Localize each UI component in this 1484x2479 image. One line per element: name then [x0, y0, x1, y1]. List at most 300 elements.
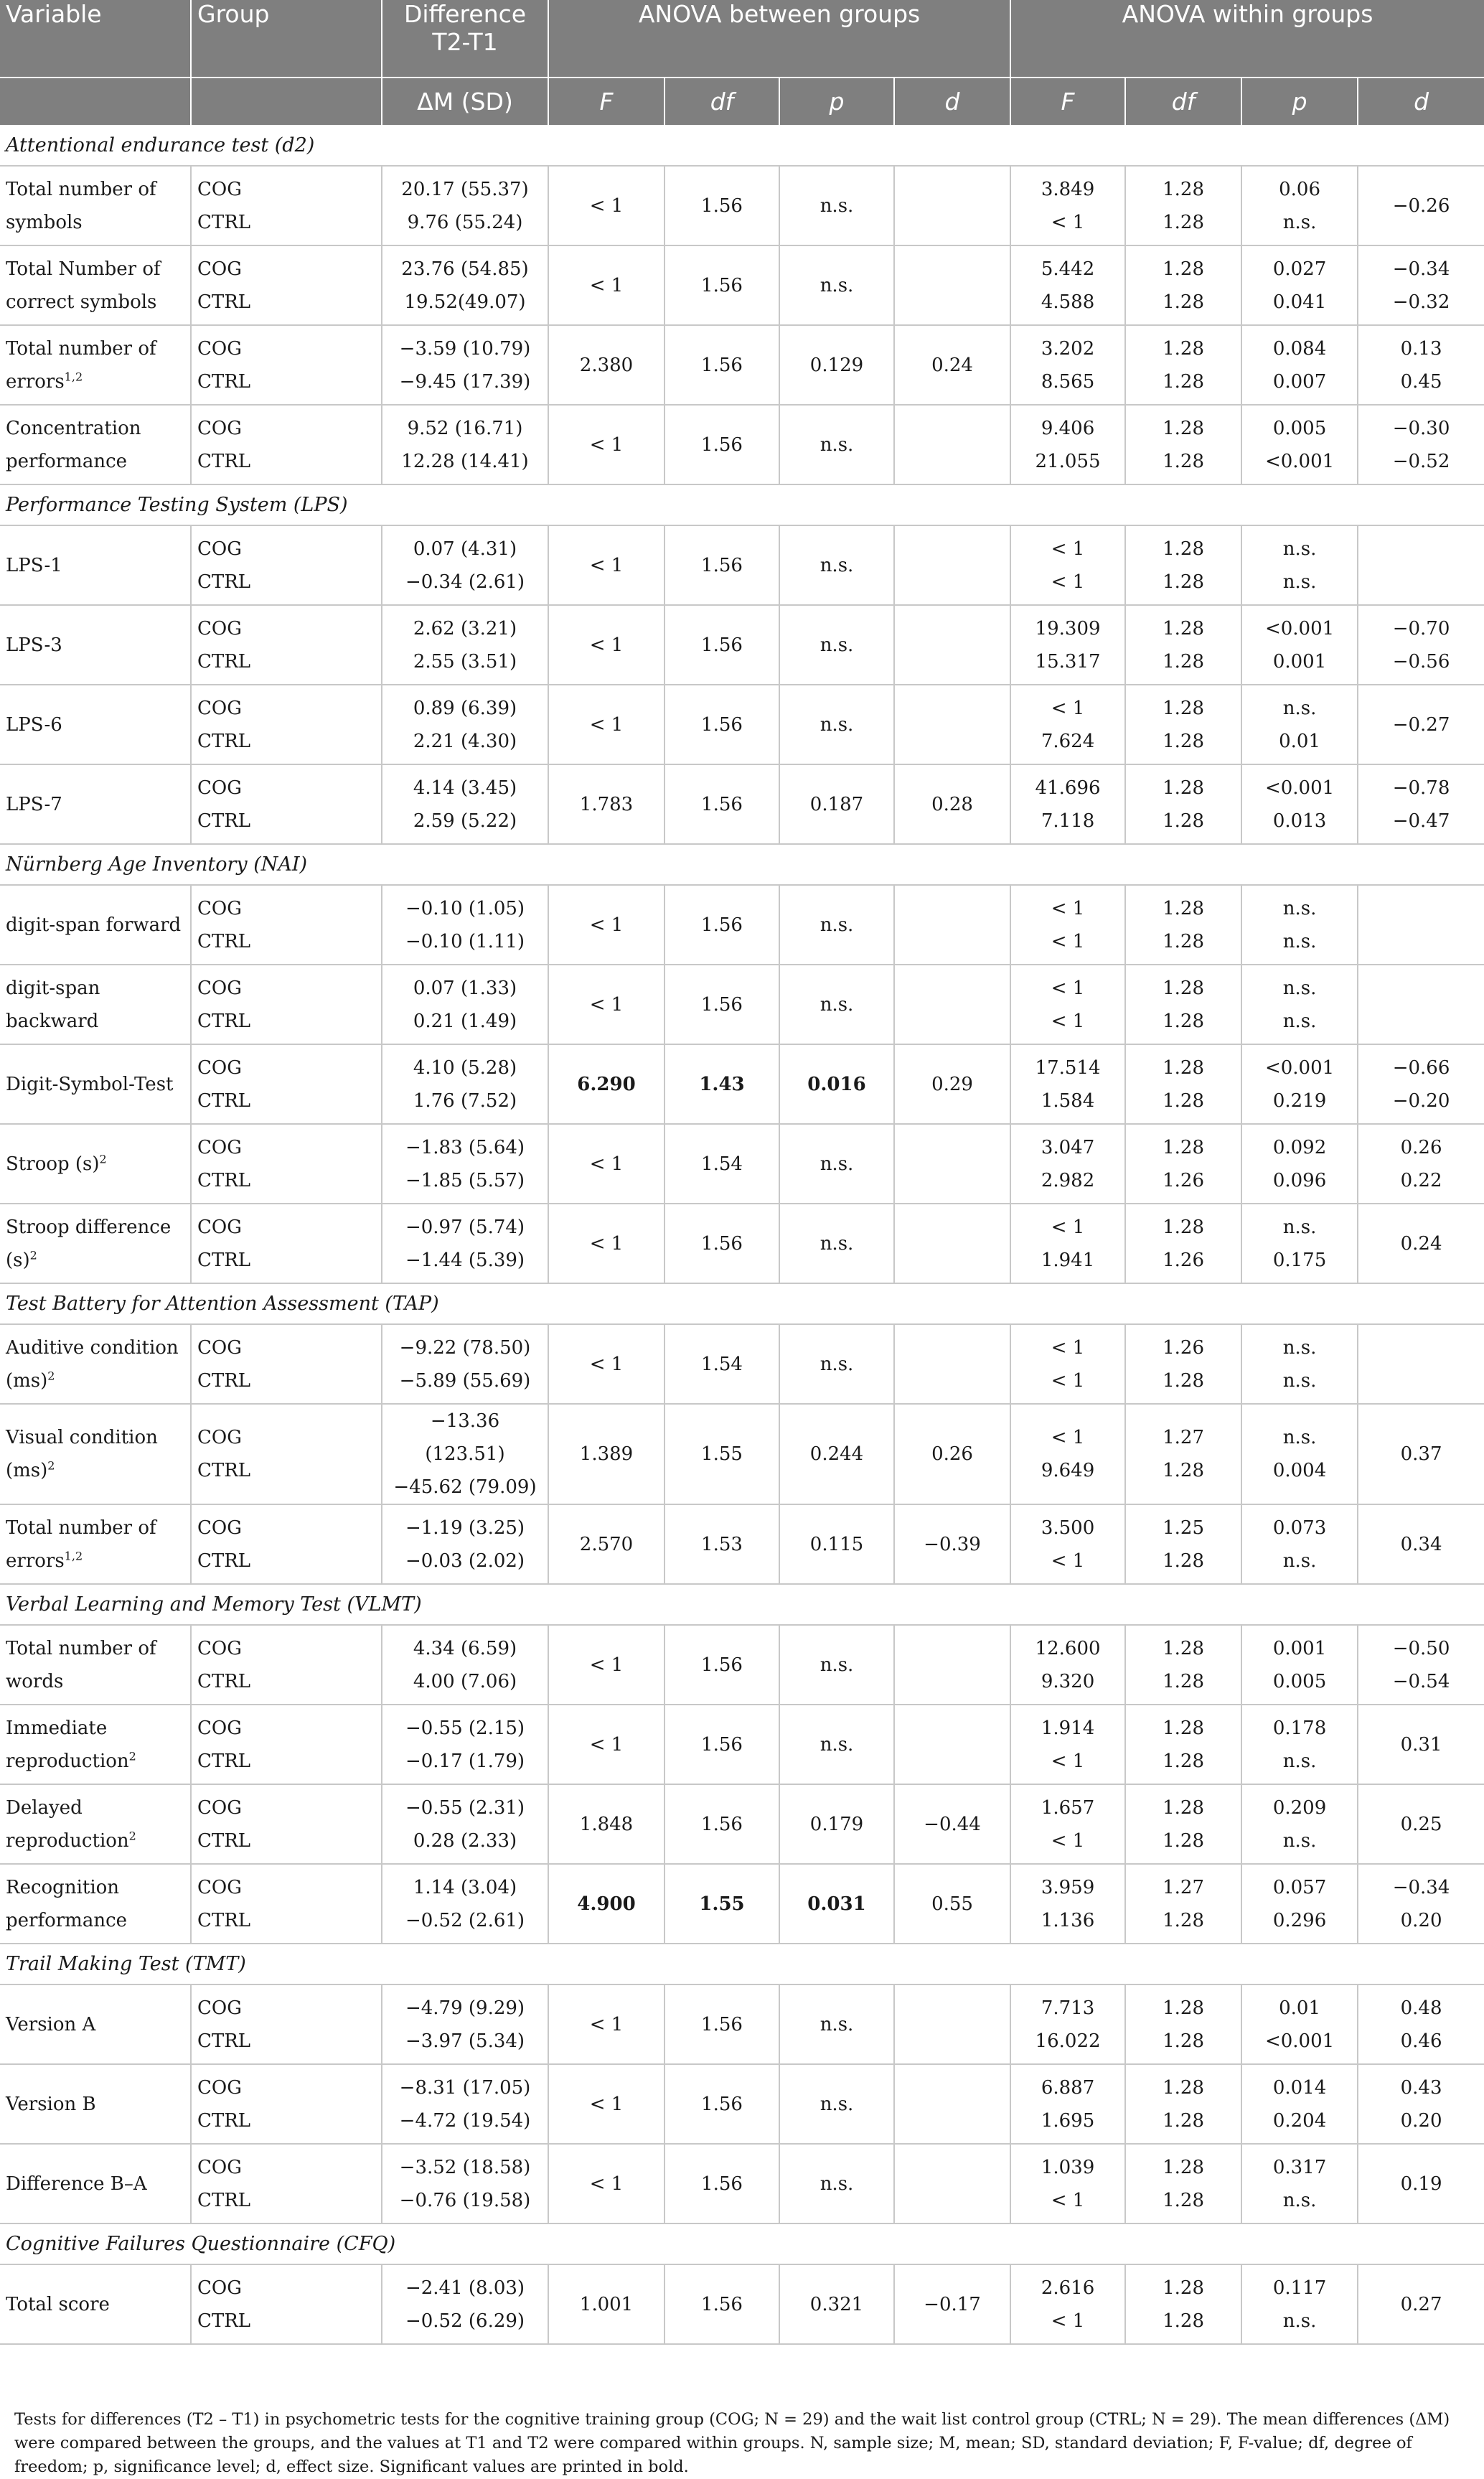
table-row [0, 1124, 1484, 1204]
within-df-cell-cog: 1.28 [1163, 1997, 1204, 2019]
difference-cell-cog: 2.62 (3.21) [413, 617, 517, 639]
variable-cell [0, 965, 191, 1044]
section-row [0, 125, 1484, 166]
within-df-cell-ctrl: 1.26 [1163, 1249, 1204, 1271]
difference-cell [382, 1984, 548, 2064]
within-d-cell [1358, 1625, 1484, 1705]
group-cell [191, 685, 382, 764]
within-df-cell-ctrl: 1.28 [1163, 930, 1204, 952]
group-ctrl: CTRL [197, 571, 251, 593]
between-F-cell: < 1 [548, 2064, 664, 2144]
within-df-cell-cog: 1.25 [1163, 1517, 1204, 1539]
group-ctrl: CTRL [197, 1010, 251, 1032]
within-df-cell-ctrl: 1.28 [1163, 1750, 1204, 1772]
group-ctrl: CTRL [197, 1460, 251, 1481]
difference-cell [382, 605, 548, 685]
table-row [0, 1784, 1484, 1864]
within-df-cell-cog: 1.28 [1163, 777, 1204, 799]
within-df-cell [1125, 1864, 1241, 1944]
within-p-cell-cog: 0.073 [1272, 1517, 1327, 1539]
table-row [0, 1984, 1484, 2064]
between-p-cell: 0.016 [779, 1044, 894, 1124]
within-df-cell-ctrl: 1.28 [1163, 1909, 1204, 1931]
section-title: Trail Making Test (TMT) [0, 1944, 1484, 1984]
group-ctrl: CTRL [197, 2109, 251, 2132]
within-F-cell [1010, 764, 1125, 844]
between-d-cell [894, 525, 1010, 605]
table-row [0, 1324, 1484, 1404]
between-df-cell: 1.56 [664, 1984, 779, 2064]
within-F-cell-ctrl: 15.317 [1035, 650, 1101, 673]
subheader-blank-variable [0, 78, 191, 125]
within-d-cell [1358, 1324, 1484, 1404]
between-df-cell: 1.56 [664, 166, 779, 245]
within-d-cell [1358, 1705, 1484, 1784]
within-F-cell-ctrl: < 1 [1051, 571, 1085, 593]
table-row [0, 1625, 1484, 1705]
group-cog: COG [197, 1216, 242, 1238]
between-df-cell: 1.56 [664, 764, 779, 844]
variable-cell [0, 525, 191, 605]
variable-label: Difference B–A [6, 2173, 147, 2195]
within-df-cell-ctrl: 1.28 [1163, 1670, 1204, 1692]
within-F-cell-cog: 12.600 [1035, 1637, 1101, 1659]
within-F-cell [1010, 405, 1125, 484]
difference-cell-ctrl: −0.10 (1.11) [405, 930, 525, 952]
within-d-cell-cog: 0.24 [1400, 1232, 1442, 1255]
table-row [0, 605, 1484, 685]
within-df-cell-cog: 1.26 [1163, 1336, 1204, 1359]
within-F-cell [1010, 1124, 1125, 1204]
between-df-cell: 1.56 [664, 525, 779, 605]
within-df-cell [1125, 1124, 1241, 1204]
group-cog: COG [197, 1427, 242, 1448]
group-ctrl: CTRL [197, 1369, 251, 1392]
table-row [0, 965, 1484, 1044]
within-df-cell-cog: 1.28 [1163, 417, 1204, 439]
within-df-cell-ctrl: 1.28 [1163, 2030, 1204, 2052]
section-title: Verbal Learning and Memory Test (VLMT) [0, 1584, 1484, 1625]
group-cog: COG [197, 1056, 242, 1079]
within-d-cell-ctrl: −0.47 [1392, 810, 1450, 832]
between-d-cell [894, 1705, 1010, 1784]
group-ctrl: CTRL [197, 1670, 251, 1692]
variable-label: digit-span backward [6, 977, 100, 1032]
within-d-cell-cog: 0.27 [1400, 2293, 1442, 2315]
table-header [0, 0, 1484, 125]
group-cell [191, 245, 382, 325]
group-cog: COG [197, 1997, 242, 2019]
within-d-cell-cog: −0.70 [1392, 617, 1450, 639]
within-d-cell [1358, 1124, 1484, 1204]
group-ctrl: CTRL [197, 650, 251, 673]
within-p-cell-ctrl: n.s. [1282, 211, 1317, 233]
between-p-cell: n.s. [779, 965, 894, 1044]
between-p-cell: n.s. [779, 1324, 894, 1404]
within-df-cell-ctrl: 1.28 [1163, 450, 1204, 472]
section-row [0, 844, 1484, 885]
footnote-marker: 2 [128, 1828, 136, 1842]
difference-cell [382, 764, 548, 844]
within-p-cell-ctrl: n.s. [1282, 1369, 1317, 1392]
within-df-cell-cog: 1.28 [1163, 1796, 1204, 1819]
within-d-cell-cog: −0.30 [1392, 417, 1450, 439]
difference-cell-ctrl: −45.62 (79.09) [393, 1476, 537, 1498]
table-row [0, 2064, 1484, 2144]
within-p-cell-ctrl: 0.005 [1272, 1670, 1327, 1692]
within-d-cell [1358, 2144, 1484, 2223]
between-d-cell [894, 605, 1010, 685]
variable-label: LPS-1 [6, 554, 62, 576]
difference-cell-ctrl: −0.76 (19.58) [399, 2189, 531, 2211]
group-ctrl: CTRL [197, 1909, 251, 1931]
between-p-cell: 0.321 [779, 2264, 894, 2344]
within-p-cell-cog: 0.027 [1272, 258, 1327, 280]
within-F-cell-ctrl: 1.941 [1041, 1249, 1095, 1271]
within-d-cell [1358, 325, 1484, 405]
within-p-cell-cog: 0.057 [1272, 1876, 1327, 1898]
within-df-cell-ctrl: 1.28 [1163, 571, 1204, 593]
within-F-cell-cog: 5.442 [1041, 258, 1095, 280]
between-F-cell: 1.848 [548, 1784, 664, 1864]
within-p-cell [1241, 2144, 1358, 2223]
between-df-cell: 1.55 [664, 1404, 779, 1504]
within-df-cell [1125, 2064, 1241, 2144]
difference-cell [382, 2264, 548, 2344]
between-d-cell: −0.17 [894, 2264, 1010, 2344]
between-df-cell: 1.56 [664, 2264, 779, 2344]
within-p-cell-cog: n.s. [1282, 1216, 1317, 1238]
variable-label: Visual condition (ms) [6, 1427, 158, 1481]
within-p-cell [1241, 525, 1358, 605]
within-d-cell-cog: −0.78 [1392, 777, 1450, 799]
between-p-cell: n.s. [779, 1124, 894, 1204]
between-F-cell: < 1 [548, 885, 664, 965]
difference-cell [382, 965, 548, 1044]
between-df-cell: 1.56 [664, 1625, 779, 1705]
within-p-cell [1241, 405, 1358, 484]
group-cog: COG [197, 777, 242, 799]
between-p-cell: n.s. [779, 1625, 894, 1705]
section-row [0, 484, 1484, 525]
between-F-cell: < 1 [548, 605, 664, 685]
within-d-cell-cog: −0.27 [1392, 713, 1450, 736]
variable-label: Total number of words [6, 1637, 156, 1692]
variable-label: Total number of errors [6, 1517, 156, 1572]
within-df-cell [1125, 405, 1241, 484]
difference-cell-ctrl: 2.59 (5.22) [413, 810, 517, 832]
between-d-cell: 0.26 [894, 1404, 1010, 1504]
difference-cell-cog: −0.55 (2.15) [405, 1717, 525, 1739]
within-F-cell-ctrl: 21.055 [1035, 450, 1101, 472]
within-F-cell-ctrl: < 1 [1051, 930, 1085, 952]
difference-cell-cog: 4.14 (3.45) [413, 777, 517, 799]
within-F-cell [1010, 1504, 1125, 1584]
variable-label: Stroop (s) [6, 1153, 100, 1175]
within-df-cell [1125, 764, 1241, 844]
between-d-cell [894, 2144, 1010, 2223]
within-df-cell-ctrl: 1.28 [1163, 2109, 1204, 2132]
between-d-cell [894, 685, 1010, 764]
group-cell [191, 1324, 382, 1404]
between-d-cell [894, 1204, 1010, 1283]
within-d-cell [1358, 605, 1484, 685]
within-F-cell [1010, 685, 1125, 764]
within-p-cell-ctrl: n.s. [1282, 571, 1317, 593]
group-cell [191, 764, 382, 844]
within-d-cell [1358, 1044, 1484, 1124]
footnote-marker: 1,2 [64, 369, 83, 383]
within-d-cell [1358, 405, 1484, 484]
between-p-cell: n.s. [779, 525, 894, 605]
group-cog: COG [197, 977, 242, 999]
within-F-cell [1010, 1204, 1125, 1283]
within-p-cell [1241, 1705, 1358, 1784]
within-p-cell-cog: n.s. [1282, 977, 1317, 999]
group-ctrl: CTRL [197, 1089, 251, 1112]
within-F-cell-ctrl: < 1 [1051, 1550, 1085, 1572]
variable-cell [0, 2144, 191, 2223]
difference-cell-cog: −0.55 (2.31) [405, 1796, 525, 1819]
between-d-cell [894, 1324, 1010, 1404]
within-d-cell-cog: 0.37 [1400, 1443, 1442, 1465]
within-F-cell-cog: 17.514 [1035, 1056, 1101, 1079]
within-p-cell-cog: 0.317 [1272, 2156, 1327, 2178]
within-F-cell-cog: 3.849 [1041, 178, 1095, 200]
group-cell [191, 1504, 382, 1584]
within-df-cell-cog: 1.28 [1163, 2076, 1204, 2099]
within-df-cell-ctrl: 1.28 [1163, 650, 1204, 673]
between-p-cell: n.s. [779, 885, 894, 965]
within-df-cell [1125, 1504, 1241, 1584]
footnote-marker: 2 [128, 1748, 136, 1763]
within-d-cell-cog: 0.25 [1400, 1813, 1442, 1835]
within-F-cell-ctrl: 9.320 [1041, 1670, 1095, 1692]
within-p-cell-cog: 0.209 [1272, 1796, 1327, 1819]
difference-cell-ctrl: −0.52 (6.29) [405, 2310, 525, 2332]
within-F-cell [1010, 1784, 1125, 1864]
table-row [0, 245, 1484, 325]
between-F-cell: < 1 [548, 1625, 664, 1705]
within-p-cell-ctrl: <0.001 [1264, 450, 1335, 472]
section-title: Cognitive Failures Questionnaire (CFQ) [0, 2223, 1484, 2264]
within-df-cell-ctrl: 1.28 [1163, 730, 1204, 752]
within-df-cell [1125, 885, 1241, 965]
within-p-cell-ctrl: <0.001 [1264, 2030, 1335, 2052]
group-ctrl: CTRL [197, 450, 251, 472]
between-d-cell [894, 405, 1010, 484]
within-F-cell [1010, 605, 1125, 685]
within-df-cell-ctrl: 1.28 [1163, 291, 1204, 313]
between-d-cell [894, 2064, 1010, 2144]
within-df-cell [1125, 325, 1241, 405]
group-cog: COG [197, 417, 242, 439]
between-p-cell: n.s. [779, 2144, 894, 2223]
table-row [0, 1204, 1484, 1283]
within-df-cell [1125, 1784, 1241, 1864]
within-df-cell [1125, 2264, 1241, 2344]
group-cog: COG [197, 2156, 242, 2178]
within-p-cell-ctrl: n.s. [1282, 1010, 1317, 1032]
within-p-cell-cog: 0.117 [1272, 2277, 1327, 2299]
between-p-cell: n.s. [779, 166, 894, 245]
header-within: ANOVA within groups [1010, 0, 1484, 78]
group-cell [191, 605, 382, 685]
between-F-cell: < 1 [548, 525, 664, 605]
between-d-cell [894, 965, 1010, 1044]
within-df-cell-ctrl: 1.28 [1163, 1089, 1204, 1112]
difference-cell-ctrl: 4.00 (7.06) [413, 1670, 517, 1692]
difference-cell-ctrl: −1.85 (5.57) [405, 1169, 525, 1191]
within-p-cell-cog: 0.001 [1272, 1637, 1327, 1659]
within-p-cell [1241, 1044, 1358, 1124]
variable-cell [0, 885, 191, 965]
within-F-cell-cog: 41.696 [1035, 777, 1101, 799]
within-df-cell-cog: 1.27 [1163, 1427, 1204, 1448]
group-cell [191, 2144, 382, 2223]
between-df-cell: 1.56 [664, 325, 779, 405]
difference-cell-ctrl: 19.52(49.07) [404, 291, 526, 313]
within-df-cell-cog: 1.28 [1163, 897, 1204, 919]
within-F-cell-cog: < 1 [1051, 1427, 1085, 1448]
within-df-cell-cog: 1.27 [1163, 1876, 1204, 1898]
within-df-cell-cog: 1.28 [1163, 538, 1204, 560]
between-p-cell: 0.031 [779, 1864, 894, 1944]
difference-cell [382, 405, 548, 484]
within-p-cell-ctrl: n.s. [1282, 1550, 1317, 1572]
within-p-cell-ctrl: n.s. [1282, 2189, 1317, 2211]
within-d-cell-cog: −0.50 [1392, 1637, 1450, 1659]
within-d-cell [1358, 885, 1484, 965]
within-F-cell [1010, 885, 1125, 965]
variable-cell [0, 405, 191, 484]
variable-label: digit-span forward [6, 914, 182, 936]
within-F-cell [1010, 166, 1125, 245]
table-row [0, 1044, 1484, 1124]
between-df-cell: 1.56 [664, 1705, 779, 1784]
difference-cell [382, 1864, 548, 1944]
within-F-cell [1010, 965, 1125, 1044]
between-df-cell: 1.56 [664, 965, 779, 1044]
within-F-cell-cog: 3.047 [1041, 1136, 1095, 1158]
variable-cell [0, 1705, 191, 1784]
group-cog: COG [197, 1796, 242, 1819]
within-df-cell-ctrl: 1.28 [1163, 1460, 1204, 1481]
within-F-cell-ctrl: < 1 [1051, 2189, 1085, 2211]
within-d-cell-ctrl: 0.45 [1400, 370, 1442, 393]
within-p-cell [1241, 2064, 1358, 2144]
within-df-cell [1125, 1984, 1241, 2064]
group-cell [191, 1984, 382, 2064]
between-d-cell: −0.44 [894, 1784, 1010, 1864]
within-d-cell-cog: 0.31 [1400, 1733, 1442, 1756]
within-df-cell-cog: 1.28 [1163, 178, 1204, 200]
within-p-cell [1241, 245, 1358, 325]
table-row [0, 525, 1484, 605]
within-p-cell-ctrl: 0.01 [1279, 730, 1320, 752]
group-cog: COG [197, 1517, 242, 1539]
group-ctrl: CTRL [197, 730, 251, 752]
difference-cell-cog: −8.31 (17.05) [399, 2076, 531, 2099]
within-F-cell [1010, 2264, 1125, 2344]
within-p-cell-cog: <0.001 [1264, 777, 1335, 799]
within-df-cell-cog: 1.28 [1163, 337, 1204, 360]
within-p-cell-cog: n.s. [1282, 897, 1317, 919]
variable-cell [0, 1504, 191, 1584]
within-df-cell-ctrl: 1.28 [1163, 1550, 1204, 1572]
within-d-cell [1358, 166, 1484, 245]
variable-cell [0, 166, 191, 245]
within-df-cell [1125, 965, 1241, 1044]
variable-cell [0, 1204, 191, 1283]
difference-cell-ctrl: 0.28 (2.33) [413, 1829, 517, 1852]
difference-cell [382, 1324, 548, 1404]
variable-label: Stroop difference (s) [6, 1216, 172, 1271]
group-cell [191, 2064, 382, 2144]
within-df-cell [1125, 2144, 1241, 2223]
group-cell [191, 2264, 382, 2344]
variable-label: Version B [6, 2093, 96, 2115]
within-p-cell-cog: n.s. [1282, 538, 1317, 560]
table-row [0, 1404, 1484, 1504]
within-df-cell-ctrl: 1.28 [1163, 810, 1204, 832]
difference-cell-cog: −3.59 (10.79) [399, 337, 531, 360]
within-d-cell-ctrl: −0.56 [1392, 650, 1450, 673]
between-p-cell: 0.244 [779, 1404, 894, 1504]
difference-cell-cog: 4.10 (5.28) [413, 1056, 517, 1079]
difference-cell [382, 1784, 548, 1864]
variable-cell [0, 1404, 191, 1504]
difference-cell [382, 1204, 548, 1283]
between-d-cell [894, 885, 1010, 965]
within-d-cell-ctrl: 0.46 [1400, 2030, 1442, 2052]
within-F-cell [1010, 525, 1125, 605]
between-d-cell [894, 1124, 1010, 1204]
difference-cell-ctrl: 2.21 (4.30) [413, 730, 517, 752]
within-p-cell [1241, 685, 1358, 764]
within-d-cell-ctrl: 0.20 [1400, 2109, 1442, 2132]
between-p-cell: n.s. [779, 1984, 894, 2064]
within-df-cell-cog: 1.28 [1163, 1136, 1204, 1158]
within-df-cell [1125, 1324, 1241, 1404]
between-F-cell: < 1 [548, 405, 664, 484]
variable-label: Total score [6, 2293, 110, 2315]
within-p-cell-cog: <0.001 [1264, 1056, 1335, 1079]
subheader-within-p: p [1241, 78, 1358, 125]
within-df-cell-ctrl: 1.28 [1163, 211, 1204, 233]
within-df-cell-cog: 1.28 [1163, 617, 1204, 639]
between-df-cell: 1.56 [664, 405, 779, 484]
footnote-marker: 2 [47, 1368, 55, 1382]
header-difference-line2: T2-T1 [432, 28, 498, 56]
between-d-cell [894, 1625, 1010, 1705]
group-ctrl: CTRL [197, 1829, 251, 1852]
difference-cell [382, 1625, 548, 1705]
group-cell [191, 1625, 382, 1705]
within-F-cell-cog: < 1 [1051, 897, 1085, 919]
within-F-cell-ctrl: 4.588 [1041, 291, 1095, 313]
table-body [0, 125, 1484, 2344]
within-p-cell-ctrl: n.s. [1282, 1829, 1317, 1852]
within-F-cell-ctrl: 16.022 [1035, 2030, 1101, 2052]
difference-cell-ctrl: −0.03 (2.02) [405, 1550, 525, 1572]
within-p-cell-cog: n.s. [1282, 697, 1317, 719]
difference-cell [382, 885, 548, 965]
within-p-cell [1241, 166, 1358, 245]
between-p-cell: n.s. [779, 1705, 894, 1784]
difference-cell-cog: −9.22 (78.50) [399, 1336, 531, 1359]
variable-label: Delayed reproduction [6, 1796, 129, 1852]
